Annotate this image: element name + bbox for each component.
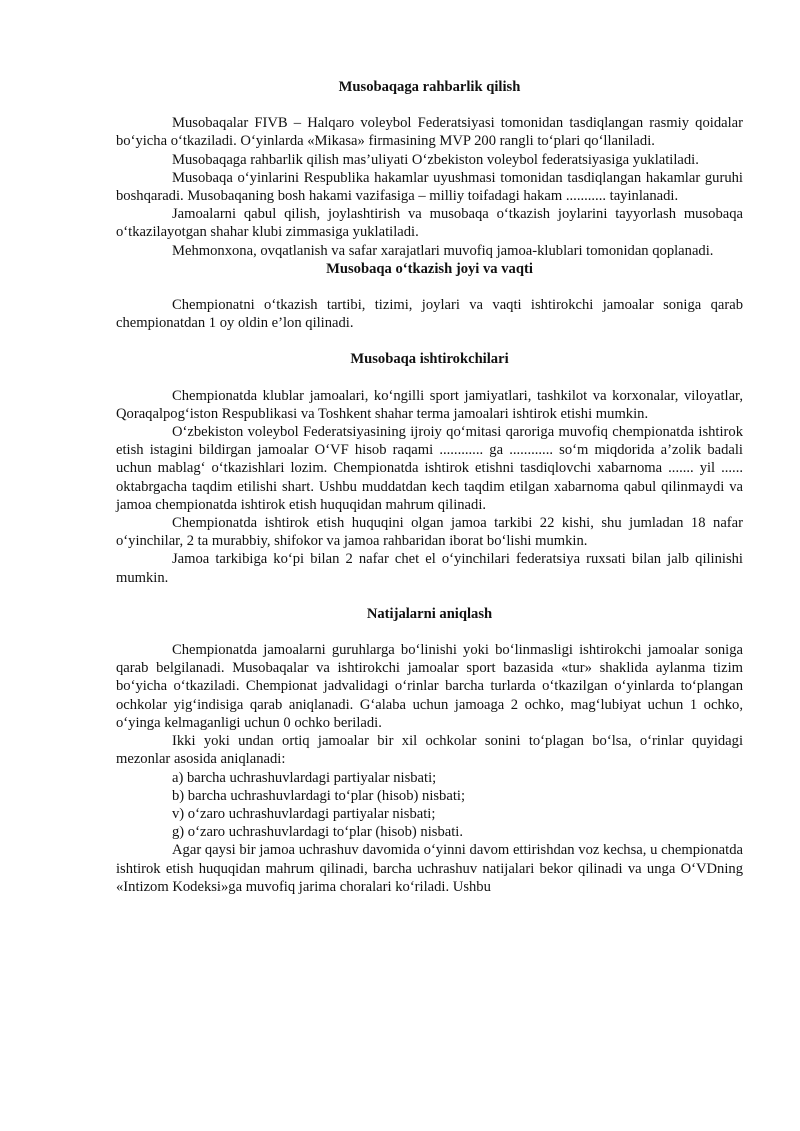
list-item: g) o‘zaro uchrashuvlardagi to‘plar (hisob) nisbati. xyxy=(172,824,463,841)
section-heading: Musobaqaga rahbarlik qilish xyxy=(338,79,521,95)
section-heading: Musobaqa o‘tkazish joyi va vaqti xyxy=(326,260,533,277)
list-item: a) barcha uchrashuvlardagi partiyalar nisbati; xyxy=(172,769,437,786)
paragraph: Jamoalarni qabul qilish, joylashtirish va musobaqa o‘tkazish joylarini tayyorlash musobaqa o‘tkazilayotgan shahar klubi zimmasiga yuklatiladi. xyxy=(116,206,743,241)
list-item: v) o‘zaro uchrashuvlardagi partiyalar nisbati; xyxy=(172,805,436,822)
section-heading: Musobaqa ishtirokchilari xyxy=(350,351,509,368)
list-item: b) barcha uchrashuvlardagi to‘plar (hisob) nisbati; xyxy=(172,787,465,804)
paragraph: Musobaqaga rahbarlik qilish mas’uliyati O‘zbekiston voleybol federatsiyasiga yuklatiladi. xyxy=(172,151,699,168)
paragraph: Musobaqalar FIVB – Halqaro voleybol Federatsiyasi tomonidan tasdiqlangan rasmiy qoidalar bo‘yicha o‘tkaziladi. O‘yinlarda «Mikasa» firmasining MVP 200 rangli to‘plari qo‘llaniladi. xyxy=(116,115,743,150)
paragraph: Agar qaysi bir jamoa uchrashuv davomida o‘yinni davom ettirishdan voz kechsa, u chempionatda ishtirok etish huquqidan mahrum qilinadi, barcha uchrashuv natijalari bekor qilinadi va unga O‘VDning «Intizom Kodeksi»ga muvofiq jarima choralari ko‘riladi. Ushbu xyxy=(116,842,743,895)
paragraph: Musobaqa o‘yinlarini Respublika hakamlar uyushmasi tomonidan tasdiqlangan hakamlar guruhi boshqaradi. Musobaqaning bosh hakami vazifasiga – milliy toifadagi hakam ........... tayinlanadi. xyxy=(116,169,743,205)
paragraph: Chempionatda ishtirok etish huquqini olgan jamoa tarkibi 22 kishi, shu jumladan 18 nafar o‘yinchilar, 2 ta murabbiy, shifokor va jamoa rahbaridan iborat bo‘lishi mumkin. xyxy=(116,515,743,550)
paragraph: Mehmonxona, ovqatlanish va safar xarajatlari muvofiq jamoa-klublari tomonidan qoplanadi. xyxy=(172,242,714,259)
paragraph: O‘zbekiston voleybol Federatsiyasining ijroiy qo‘mitasi qaroriga muvofiq chempionatda ishtirok etish istagini bildirgan jamoalar O‘VF hisob raqami ............ ga ............ so‘m miqdorida a’zolik badali uchun mablag‘ o‘tkazishlari lozim. Chempionatda ishtirok etishni tasdiqlovchi xabarnoma ....... yil ...... oktabrgacha taqdim etilishi shart. Ushbu muddatdan kech taqdim etilgan xabarnoma qabul qilinmaydi va jamoa chempionatda ishtirok etish huquqidan mahrum qilinadi. xyxy=(116,424,743,513)
paragraph: Chempionatda klublar jamoalari, ko‘ngilli sport jamiyatlari, tashkilot va korxonalar, viloyatlar, Qoraqalpog‘iston Respublikasi va Toshkent shahar terma jamoalari ishtirok etishi mumkin. xyxy=(116,387,743,422)
paragraph: Ikki yoki undan ortiq jamoalar bir xil ochkolar sonini to‘plagan bo‘lsa, o‘rinlar quyidagi mezonlar asosida aniqlanadi: xyxy=(116,733,743,768)
section-heading: Natijalarni aniqlash xyxy=(366,605,493,622)
paragraph: Chempionatda jamoalarni guruhlarga bo‘linishi yoki bo‘linmasligi ishtirokchi jamoalar soniga qarab belgilanadi. Musobaqalar va ishtirokchi jamoalar sport bazasida «tur» shaklida aylanma tizim bo‘yicha o‘tkaziladi. Chempionat jadvalidagi o‘rinlar barcha turlarda o‘tkazilgan o‘yinlarda to‘plangan ochkolar yig‘indisiga qarab aniqlanadi. G‘alaba uchun jamoaga 2 ochko, mag‘lubiyat uchun 1 ochko, o‘yinga kelmaganligi uchun 0 ochko beriladi. xyxy=(116,642,743,731)
paragraph: Chempionatni o‘tkazish tartibi, tizimi, joylari va vaqti ishtirokchi jamoalar soniga qarab chempionatdan 1 oy oldin e’lon qilinadi. xyxy=(116,297,743,332)
paragraph: Jamoa tarkibiga ko‘pi bilan 2 nafar chet el o‘yinchilari federatsiya ruxsati bilan jalb qilinishi mumkin. xyxy=(116,551,743,586)
